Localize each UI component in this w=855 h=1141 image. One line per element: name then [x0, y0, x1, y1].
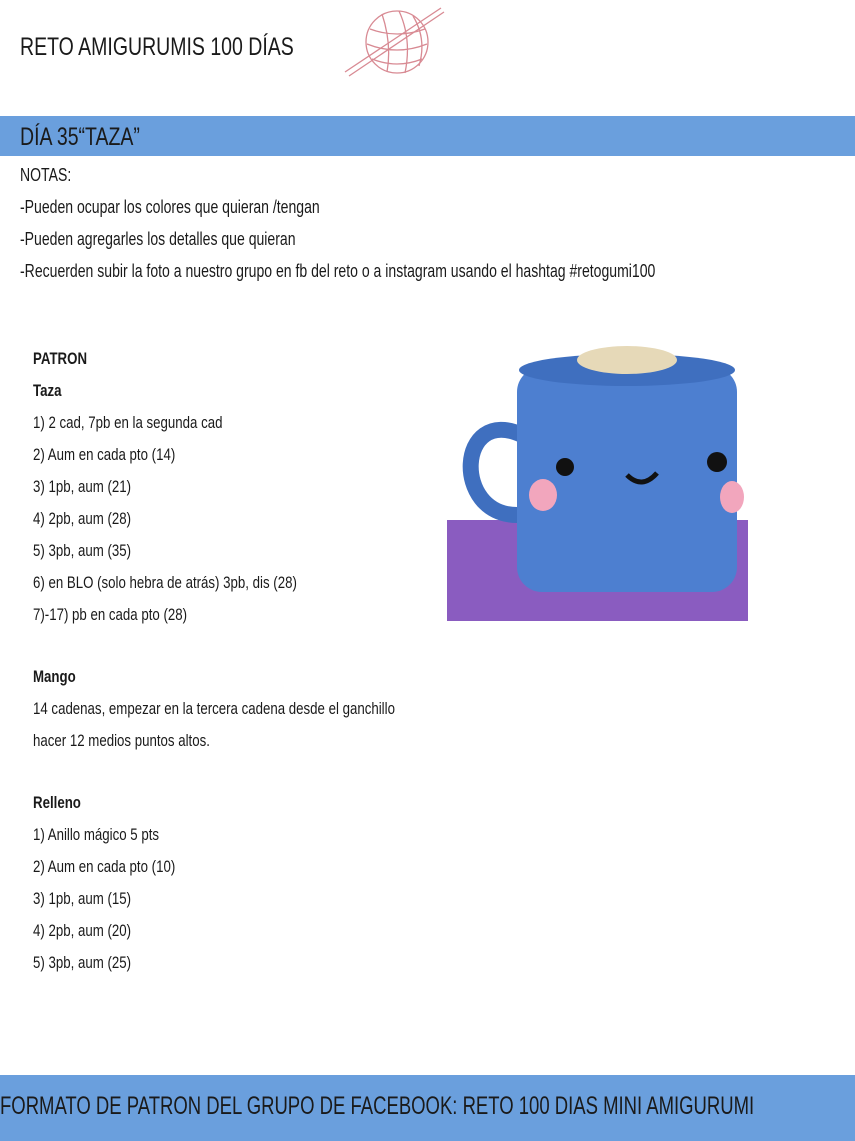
step: 1) 2 cad, 7pb en la segunda cad	[33, 413, 223, 432]
step: 2) Aum en cada pto (10)	[33, 857, 176, 876]
mug-photo	[447, 345, 748, 621]
note-item: -Recuerden subir la foto a nuestro grupo en fb del reto o a instagram usando el hashtag #retogumi100	[20, 261, 656, 281]
step: 6) en BLO (solo hebra de atrás) 3pb, dis (28)	[33, 573, 297, 592]
footer-text: FORMATO DE PATRON DEL GRUPO DE FACEBOOK: RETO 100 DIAS MINI AMIGURUMI	[0, 1092, 755, 1120]
step: 3) 1pb, aum (21)	[33, 477, 132, 496]
section-title-relleno: Relleno	[33, 793, 81, 812]
step: 5) 3pb, aum (25)	[33, 953, 132, 972]
step: hacer 12 medios puntos altos.	[33, 731, 210, 750]
step: 7)-17) pb en cada pto (28)	[33, 605, 188, 624]
notes-heading: NOTAS:	[20, 165, 72, 185]
pattern-heading: PATRON	[33, 349, 88, 368]
step: 2) Aum en cada pto (14)	[33, 445, 176, 464]
page-title: RETO AMIGURUMIS 100 DÍAS	[20, 33, 294, 61]
note-item: -Pueden ocupar los colores que quieran /tengan	[20, 197, 320, 217]
section-title-taza: Taza	[33, 381, 62, 400]
day-title: DÍA 35“TAZA”	[20, 123, 140, 151]
yarn-ball-crochet-hook-icon	[337, 4, 452, 82]
step: 1) Anillo mágico 5 pts	[33, 825, 160, 844]
step: 5) 3pb, aum (35)	[33, 541, 132, 560]
step: 14 cadenas, empezar en la tercera cadena desde el ganchillo	[33, 699, 395, 718]
step: 4) 2pb, aum (20)	[33, 921, 132, 940]
note-item: -Pueden agregarles los detalles que quieran	[20, 229, 296, 249]
step: 4) 2pb, aum (28)	[33, 509, 132, 528]
step: 3) 1pb, aum (15)	[33, 889, 132, 908]
section-title-mango: Mango	[33, 667, 76, 686]
